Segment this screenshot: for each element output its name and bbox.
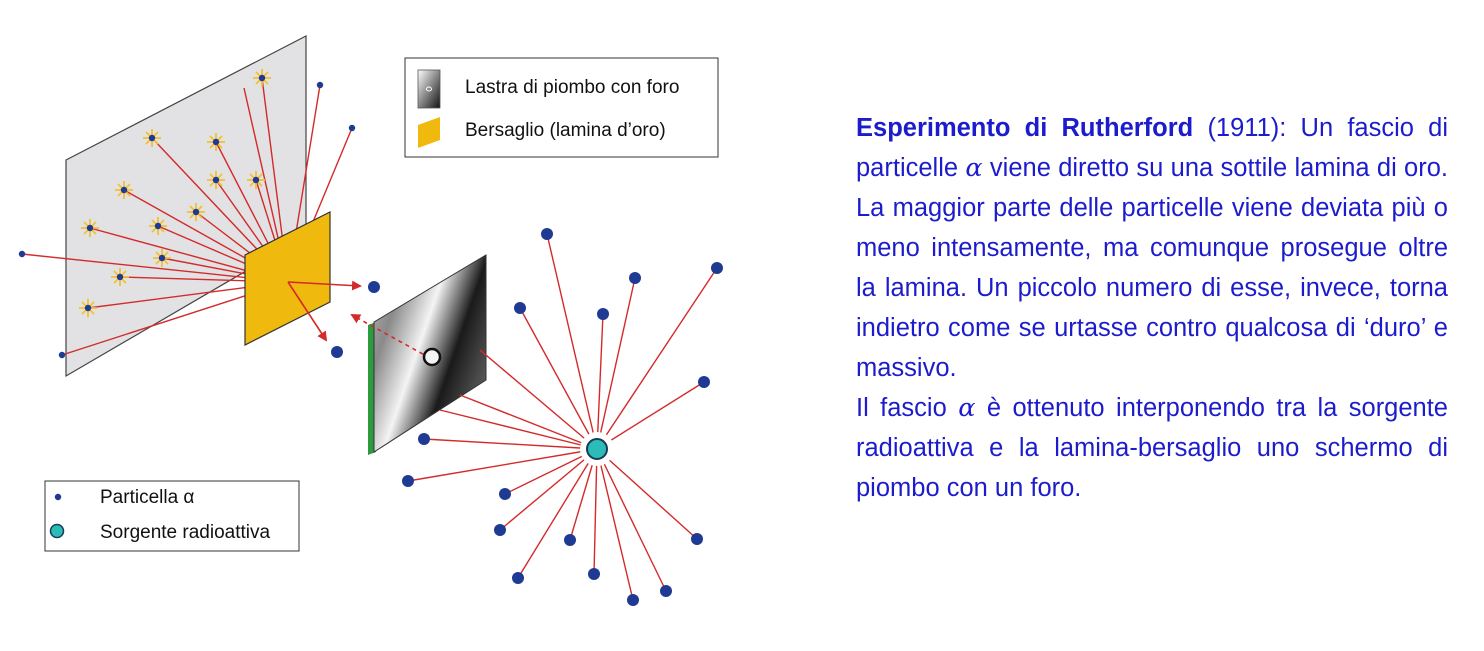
- radioactive-source: [587, 439, 607, 459]
- particle: [368, 281, 380, 293]
- legend-source-label: Sorgente radioattiva: [100, 522, 271, 543]
- particle-icon: [55, 494, 61, 500]
- screen-hole: [424, 349, 440, 365]
- legend-target-label: Bersaglio (lamina d’oro): [465, 120, 666, 141]
- alpha-symbol: α: [958, 393, 976, 423]
- alpha-symbol: α: [965, 153, 983, 183]
- legend-particle-label: Particella α: [100, 487, 195, 508]
- source-icon: [51, 525, 64, 538]
- lead-plate-icon: [418, 70, 440, 108]
- legend-top: [405, 58, 718, 157]
- description-title: Esperimento di Rutherford: [856, 114, 1194, 142]
- description-paragraph-1: Esperimento di Rutherford (1911): Un fascio di particelle α viene diretto su una sottile lamina di oro. La maggior parte delle particelle viene deviata più o meno intensamente, ma comunque prosegue oltre la lamina. Un piccolo numero di esse, invece, torna indietro come se urtasse contro qualcosa di ‘duro’ e massivo.: [856, 114, 1448, 382]
- particle: [331, 346, 343, 358]
- description-paragraph-2: Il fascio α è ottenuto interponendo tra la sorgente radioattiva e la lamina-bersaglio uno schermo di piombo con un foro.: [856, 393, 1448, 502]
- description-text: [856, 108, 1448, 508]
- legend-bottom: [45, 481, 299, 551]
- legend-plate-label: Lastra di piombo con foro: [465, 77, 680, 98]
